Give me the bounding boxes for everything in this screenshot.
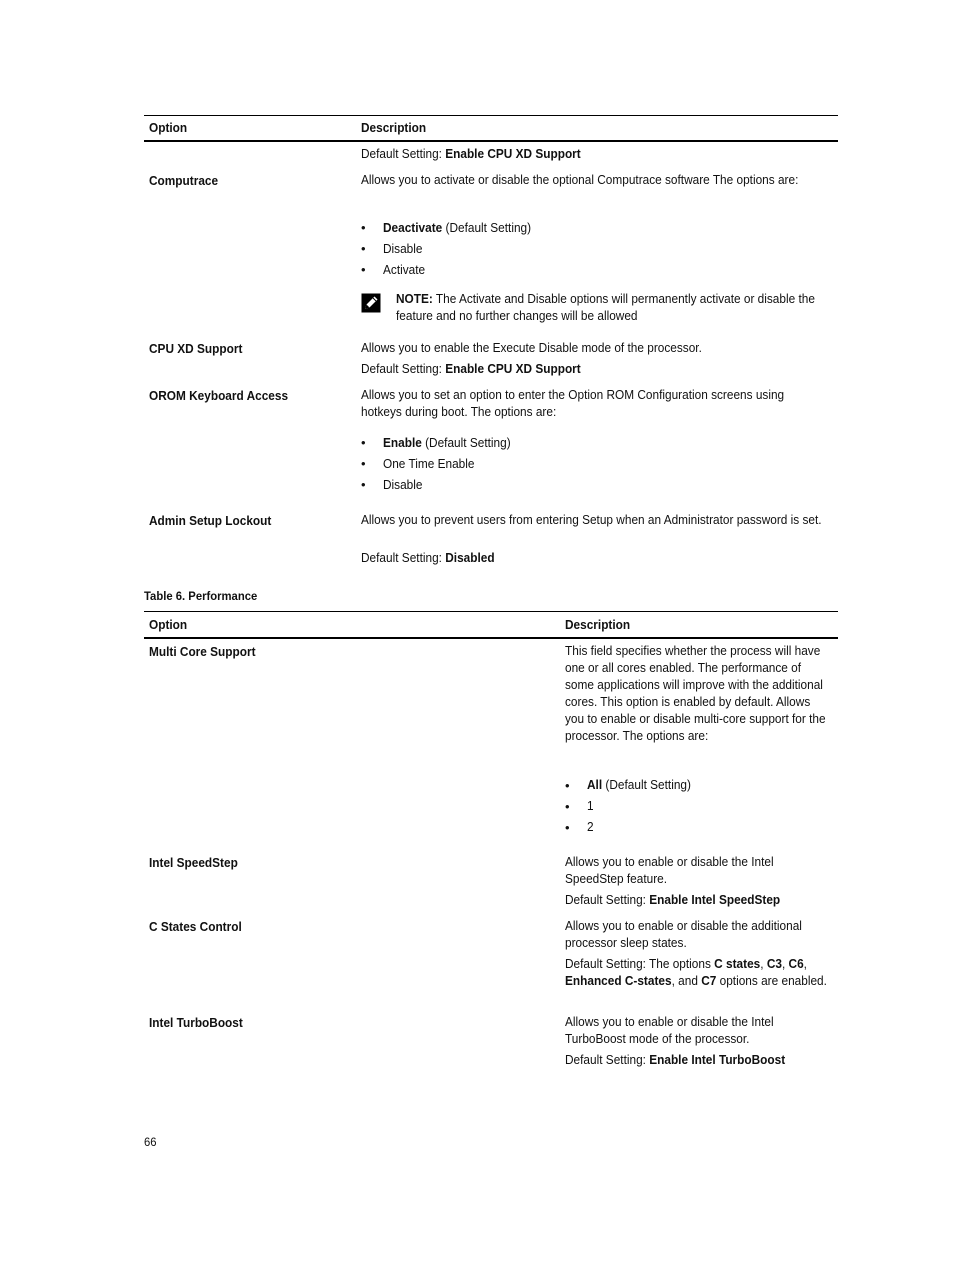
- table1-header-rule: [144, 140, 838, 142]
- cpu-xd-description: Allows you to enable the Execute Disable mode of the processor.: [361, 341, 702, 355]
- option-c3: C3: [766, 957, 782, 971]
- computrace-bullet-2: Disable: [383, 242, 423, 256]
- bullet-dot: •: [565, 799, 570, 814]
- default-text-end: options are enabled.: [716, 974, 827, 988]
- default-prefix: Default Setting:: [361, 362, 446, 376]
- separator: ,: [760, 957, 767, 971]
- bullet-rest: (Default Setting): [421, 436, 511, 450]
- orom-description: Allows you to set an option to enter the Option ROM Configuration screens using hotkeys during boot. The options are:: [361, 388, 785, 419]
- option-c6: C6: [788, 957, 804, 971]
- option-admin-setup-lockout: Admin Setup Lockout: [149, 514, 272, 528]
- option-intel-speedstep: Intel SpeedStep: [149, 856, 238, 870]
- computrace-bullet-1: [383, 220, 531, 237]
- table1-top-default: [361, 146, 581, 163]
- multi-core-bullet-1: [587, 777, 691, 794]
- default-value: Enable Intel SpeedStep: [649, 893, 781, 907]
- bullet-dot: •: [361, 435, 366, 450]
- bullet-dot: •: [361, 220, 366, 235]
- option-orom-keyboard-access: OROM Keyboard Access: [149, 389, 289, 403]
- bullet-rest: (Default Setting): [602, 778, 691, 792]
- speedstep-default: [565, 892, 780, 909]
- orom-bullet-3: Disable: [383, 478, 423, 492]
- option-c-states-control: C States Control: [149, 920, 242, 934]
- c-states-description: Allows you to enable or disable the additional processor sleep states.: [565, 919, 802, 950]
- default-prefix: Default Setting:: [565, 1053, 650, 1067]
- computrace-description: Allows you to activate or disable the optional Computrace software The options are:: [361, 173, 799, 187]
- table1-header-option: Option: [149, 121, 188, 135]
- c-states-default: [565, 956, 828, 990]
- bullet-dot: •: [361, 477, 366, 492]
- default-value: Disabled: [445, 551, 495, 565]
- table2-header-option: Option: [149, 618, 188, 632]
- separator: ,: [803, 957, 807, 971]
- multi-core-bullet-2: 1: [587, 799, 594, 813]
- admin-lockout-description: Allows you to prevent users from entering Setup when an Administrator password is set.: [361, 513, 822, 527]
- computrace-note: [396, 291, 838, 325]
- speedstep-description: Allows you to enable or disable the Intel SpeedStep feature.: [565, 855, 774, 886]
- option-enhanced-c-states: Enhanced C-states: [565, 974, 672, 988]
- separator: ,: [781, 957, 789, 971]
- turboboost-default: [565, 1052, 785, 1069]
- bullet-dot: •: [361, 262, 366, 277]
- option-c-states: C states: [714, 957, 761, 971]
- default-value: Enable CPU XD Support: [445, 362, 581, 376]
- table1-header-description: Description: [361, 121, 427, 135]
- bullet-bold: Enable: [383, 436, 422, 450]
- default-prefix: Default Setting:: [361, 147, 446, 161]
- default-prefix: Default Setting:: [565, 893, 650, 907]
- bullet-dot: •: [565, 778, 570, 793]
- multi-core-bullet-3: 2: [587, 820, 594, 834]
- table2-caption: Table 6. Performance: [144, 589, 258, 603]
- bullet-rest: (Default Setting): [442, 221, 532, 235]
- table2-header-rule: [144, 637, 838, 639]
- option-intel-turboboost: Intel TurboBoost: [149, 1016, 243, 1030]
- option-cpu-xd-support: CPU XD Support: [149, 342, 243, 356]
- bullet-bold: All: [587, 778, 603, 792]
- multi-core-description: This field specifies whether the process will have one or all cores enabled. The performance of some applications will improve with the additional cores. This option is enabled by default. Allows you to enable or disable multi-core support for the processor. The options are:: [565, 644, 826, 743]
- bullet-bold: Deactivate: [383, 221, 443, 235]
- table2-top-rule: [144, 611, 838, 612]
- computrace-bullet-3: Activate: [383, 263, 426, 277]
- bullet-dot: •: [361, 241, 366, 256]
- orom-bullet-1: [383, 435, 511, 452]
- bullet-dot: •: [361, 456, 366, 471]
- orom-bullet-2: One Time Enable: [383, 457, 475, 471]
- note-label: NOTE:: [396, 292, 433, 306]
- bullet-dot: •: [565, 820, 570, 835]
- option-c7: C7: [701, 974, 717, 988]
- default-text: Default Setting: The options: [565, 957, 715, 971]
- default-value: Enable Intel TurboBoost: [649, 1053, 786, 1067]
- page-number: 66: [144, 1135, 157, 1149]
- option-multi-core-support: Multi Core Support: [149, 645, 256, 659]
- note-text: The Activate and Disable options will permanently activate or disable the feature and no further changes will be allowed: [396, 292, 815, 323]
- default-value: Enable CPU XD Support: [445, 147, 581, 161]
- default-prefix: Default Setting:: [361, 551, 446, 565]
- cpu-xd-default: [361, 361, 581, 378]
- table2-header-description: Description: [565, 618, 631, 632]
- table1-top-rule: [144, 115, 838, 116]
- option-computrace: Computrace: [149, 174, 219, 188]
- admin-lockout-default: [361, 550, 495, 567]
- turboboost-description: Allows you to enable or disable the Intel TurboBoost mode of the processor.: [565, 1015, 774, 1046]
- separator: , and: [671, 974, 702, 988]
- note-pencil-icon: [361, 293, 381, 313]
